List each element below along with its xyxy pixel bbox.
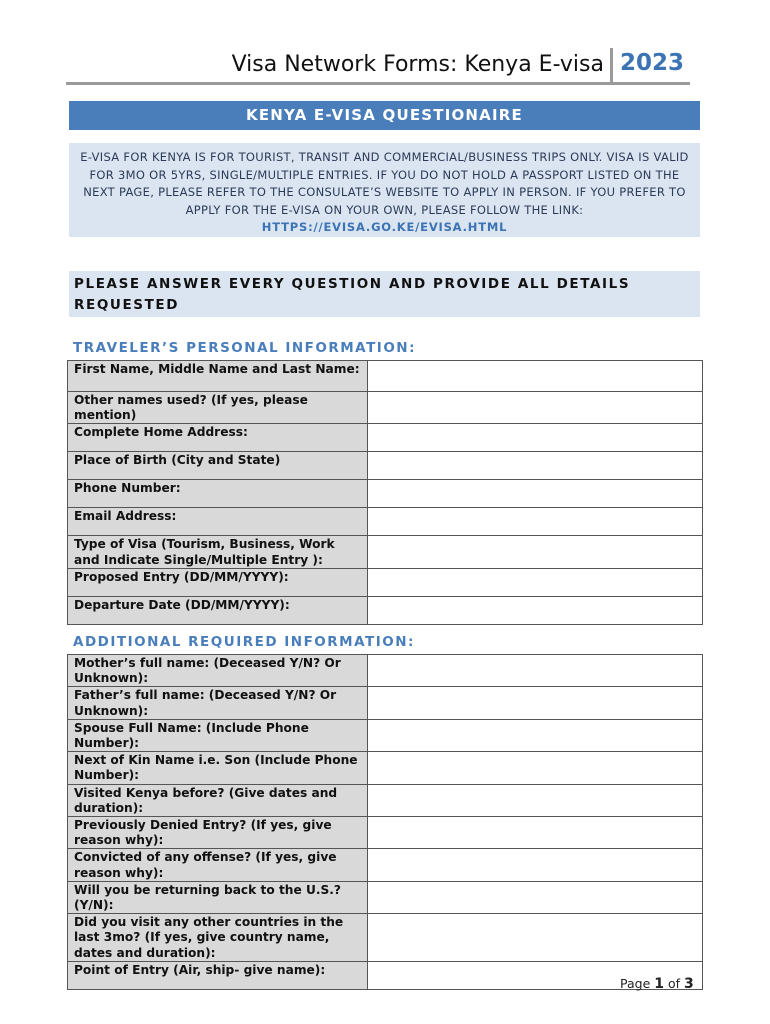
additional-field-label: Did you visit any other countries in the last 3mo? (If yes, give country name, dates and duration): [68, 914, 368, 962]
additional-answer-field[interactable] [368, 914, 703, 962]
evisa-link[interactable]: HTTPS://EVISA.GO.KE/EVISA.HTML [261, 220, 508, 235]
additional-field-label: Point of Entry (Air, ship- give name): [68, 961, 368, 989]
additional-row [68, 914, 703, 962]
personal-answer-field[interactable] [368, 452, 703, 480]
personal-row [68, 392, 703, 424]
additional-answer-field[interactable] [368, 881, 703, 913]
personal-field-label: Type of Visa (Tourism, Business, Work and Indicate Single/Multiple Entry ): [68, 536, 368, 568]
personal-row [68, 361, 703, 392]
personal-answer-field[interactable] [368, 361, 703, 392]
personal-row [68, 596, 703, 624]
additional-field-label: Previously Denied Entry? (If yes, give reason why): [68, 817, 368, 849]
form-title-banner: KENYA E-VISA QUESTIONAIRE [69, 101, 700, 130]
additional-field-label: Mother’s full name: (Deceased Y/N? Or Unknown): [68, 655, 368, 687]
personal-field-label: Departure Date (DD/MM/YYYY): [68, 596, 368, 624]
additional-info-table [67, 654, 703, 990]
additional-row [68, 881, 703, 913]
additional-answer-field[interactable] [368, 687, 703, 719]
additional-answer-field[interactable] [368, 752, 703, 784]
personal-row [68, 452, 703, 480]
personal-field-label: Complete Home Address: [68, 424, 368, 452]
additional-info-heading: ADDITIONAL REQUIRED INFORMATION: [73, 634, 415, 650]
page-header [66, 46, 690, 86]
additional-answer-field[interactable] [368, 655, 703, 687]
of-word: of [667, 976, 681, 991]
personal-answer-field[interactable] [368, 596, 703, 624]
additional-field-label: Father’s full name: (Deceased Y/N? Or Unknown): [68, 687, 368, 719]
additional-answer-field[interactable] [368, 817, 703, 849]
additional-field-label: Next of Kin Name i.e. Son (Include Phone Number): [68, 752, 368, 784]
personal-row [68, 568, 703, 596]
personal-row [68, 536, 703, 568]
personal-answer-field[interactable] [368, 568, 703, 596]
document-year: 2023 [620, 50, 685, 76]
page-total: 3 [684, 976, 694, 992]
personal-answer-field[interactable] [368, 480, 703, 508]
header-rule [66, 82, 690, 85]
personal-answer-field[interactable] [368, 508, 703, 536]
additional-field-label: Convicted of any offense? (If yes, give reason why): [68, 849, 368, 881]
document-title: Visa Network Forms: Kenya E-visa [231, 52, 604, 77]
personal-answer-field[interactable] [368, 536, 703, 568]
additional-row [68, 817, 703, 849]
personal-row [68, 424, 703, 452]
additional-row [68, 655, 703, 687]
additional-answer-field[interactable] [368, 719, 703, 751]
instructions-notice: PLEASE ANSWER EVERY QUESTION AND PROVIDE ALL DETAILS REQUESTED [69, 271, 700, 317]
additional-row [68, 719, 703, 751]
personal-field-label: Proposed Entry (DD/MM/YYYY): [68, 568, 368, 596]
personal-field-label: Email Address: [68, 508, 368, 536]
page-footer [620, 976, 694, 992]
additional-field-label: Spouse Full Name: (Include Phone Number): [68, 719, 368, 751]
header-separator [610, 48, 613, 82]
additional-row [68, 961, 703, 989]
personal-field-label: First Name, Middle Name and Last Name: [68, 361, 368, 392]
additional-row [68, 784, 703, 816]
additional-row [68, 752, 703, 784]
personal-row [68, 480, 703, 508]
additional-row [68, 687, 703, 719]
personal-info-table [67, 360, 703, 625]
intro-text: E-VISA FOR KENYA IS FOR TOURIST, TRANSIT AND COMMERCIAL/BUSINESS TRIPS ONLY. VISA IS VALID FOR 3MO OR 5YRS, SINGLE/MULTIPLE ENTRIES. IF YOU DO NOT HOLD A PASSPORT LISTED ON THE NEXT PAGE, PLEASE REFER TO THE CONSULATE’S WEBSITE TO APPLY IN PERSON. IF YOU PREFER TO APPLY FOR THE E-VISA ON YOUR OWN, PLEASE FOLLOW THE LINK: [80, 150, 689, 217]
page-number: 1 [654, 976, 664, 992]
personal-field-label: Phone Number: [68, 480, 368, 508]
additional-answer-field[interactable] [368, 784, 703, 816]
additional-field-label: Visited Kenya before? (Give dates and duration): [68, 784, 368, 816]
personal-field-label: Other names used? (If yes, please mention) [68, 392, 368, 424]
personal-row [68, 508, 703, 536]
additional-answer-field[interactable] [368, 849, 703, 881]
personal-answer-field[interactable] [368, 424, 703, 452]
additional-field-label: Will you be returning back to the U.S.? (Y/N): [68, 881, 368, 913]
intro-panel [69, 143, 700, 237]
personal-info-heading: TRAVELER’S PERSONAL INFORMATION: [73, 340, 416, 356]
personal-answer-field[interactable] [368, 392, 703, 424]
page-word: Page [620, 976, 651, 991]
personal-field-label: Place of Birth (City and State) [68, 452, 368, 480]
additional-row [68, 849, 703, 881]
